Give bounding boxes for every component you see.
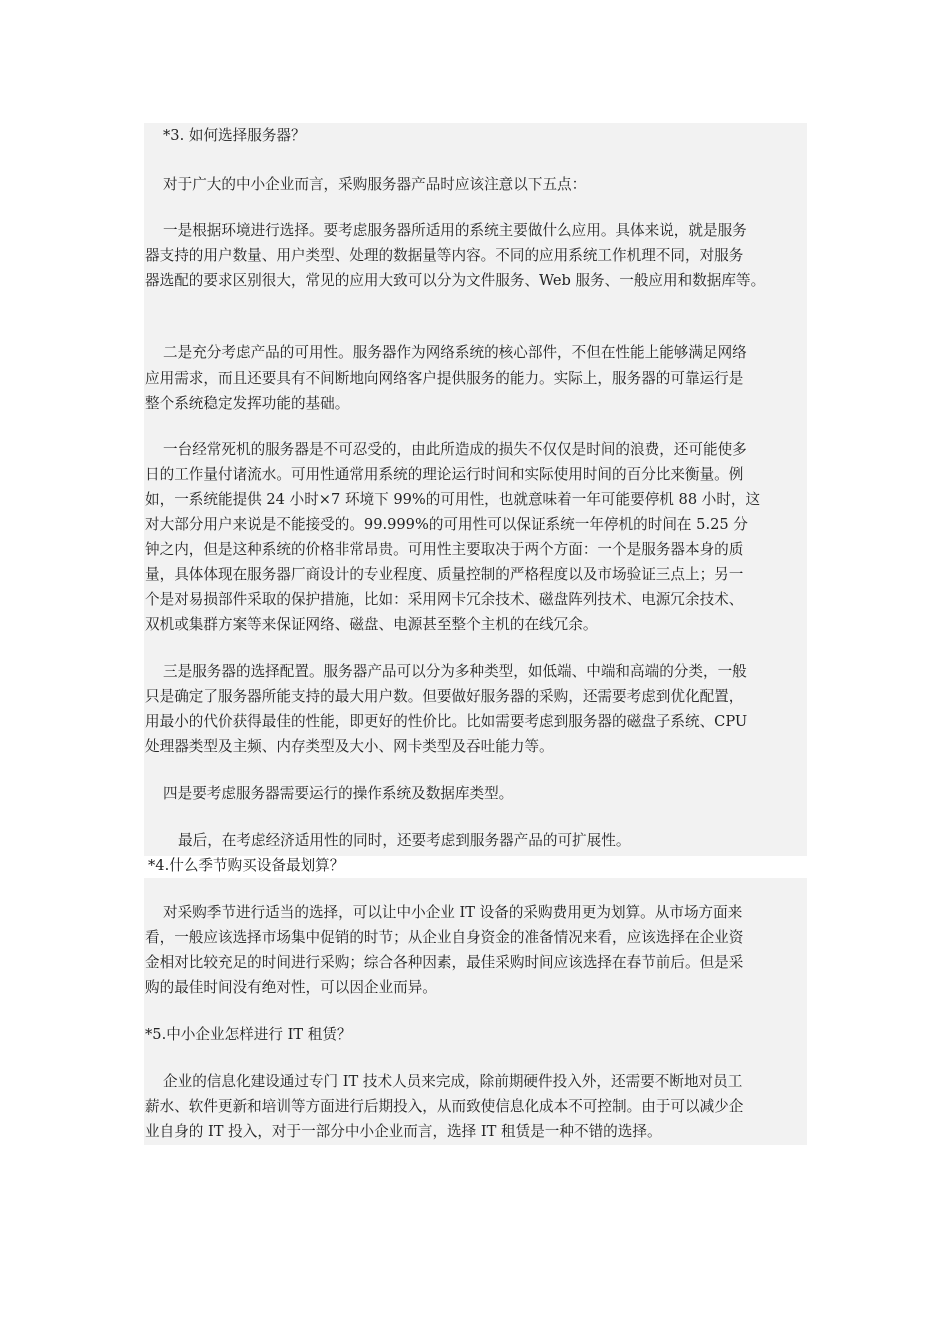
paragraph-line: 业自身的 IT 投入，对于一部分中小企业而言，选择 IT 租赁是一种不错的选择。 — [145, 1123, 662, 1140]
paragraph-line: 购的最佳时间没有绝对性，可以因企业而异。 — [145, 979, 437, 996]
paragraph-line: 三是服务器的选择配置。服务器产品可以分为多种类型，如低端、中端和高端的分类，一般 — [163, 663, 747, 680]
heading-q4: *4.什么季节购买设备最划算？ — [148, 857, 345, 874]
paragraph-line: 薪水、软件更新和培训等方面进行后期投入，从而致使信息化成本不可控制。由于可以减少企 — [145, 1098, 744, 1115]
paragraph-line: 二是充分考虑产品的可用性。服务器作为网络系统的核心部件，不但在性能上能够满足网络 — [163, 344, 747, 361]
paragraph-line: 处理器类型及主频、内存类型及大小、网卡类型及吞吐能力等。 — [145, 738, 554, 755]
paragraph-line: 如，一系统能提供 24 小时×7 环境下 99%的可用性，也就意味着一年可能要停机 88 小时，这 — [145, 491, 761, 508]
paragraph-line: 器支持的用户数量、用户类型、处理的数据量等内容。不同的应用系统工作机理不同，对服务 — [145, 247, 744, 264]
paragraph-line: 双机或集群方案等来保证网络、磁盘、电源甚至整个主机的在线冗余。 — [145, 616, 598, 633]
paragraph-line: 个是对易损部件采取的保护措施，比如：采用网卡冗余技术、磁盘阵列技术、电源冗余技术、 — [145, 591, 744, 608]
paragraph-line: 整个系统稳定发挥功能的基础。 — [145, 395, 350, 412]
paragraph-line: 应用需求，而且还要具有不间断地向网络客户提供服务的能力。实际上，服务器的可靠运行是 — [145, 370, 744, 387]
paragraph-line: 一是根据环境进行选择。要考虑服务器所适用的系统主要做什么应用。具体来说，就是服务 — [163, 222, 747, 239]
paragraph-line: 用最小的代价获得最佳的性能，即更好的性价比。比如需要考虑到服务器的磁盘子系统、CPU — [145, 713, 748, 730]
paragraph-line: 金相对比较充足的时间进行采购；综合各种因素，最佳采购时间应该选择在春节前后。但是采 — [145, 954, 744, 971]
paragraph-line: 企业的信息化建设通过专门 IT 技术人员来完成，除前期硬件投入外，还需要不断地对员工 — [163, 1073, 743, 1090]
paragraph-line: 四是要考虑服务器需要运行的操作系统及数据库类型。 — [163, 785, 514, 802]
paragraph-line: 量，具体体现在服务器厂商设计的专业程度、质量控制的严格程度以及市场验证三点上；另一 — [145, 566, 744, 583]
heading-q5: *5.中小企业怎样进行 IT 租赁？ — [145, 1026, 352, 1043]
paragraph-line: 日的工作量付诸流水。可用性通常用系统的理论运行时间和实际使用时间的百分比来衡量。例 — [145, 466, 744, 483]
paragraph-line: 对采购季节进行适当的选择，可以让中小企业 IT 设备的采购费用更为划算。从市场方面来 — [163, 904, 743, 921]
heading-q3: *3. 如何选择服务器？ — [163, 127, 306, 144]
paragraph-line: 最后，在考虑经济适用性的同时，还要考虑到服务器产品的可扩展性。 — [178, 832, 631, 849]
paragraph-line: 器选配的要求区别很大，常见的应用大致可以分为文件服务、Web 服务、一般应用和数据库等。 — [145, 272, 766, 289]
paragraph-line: 对于广大的中小企业而言，采购服务器产品时应该注意以下五点： — [163, 176, 587, 193]
paragraph-line: 看，一般应该选择市场集中促销的时节；从企业自身资金的准备情况来看，应该选择在企业资 — [145, 929, 744, 946]
paragraph-line: 对大部分用户来说是不能接受的。99.999%的可用性可以保证系统一年停机的时间在 5.25 分 — [145, 516, 748, 533]
paragraph-line: 一台经常死机的服务器是不可忍受的，由此所造成的损失不仅仅是时间的浪费，还可能使多 — [163, 441, 747, 458]
paragraph-line: 只是确定了服务器所能支持的最大用户数。但要做好服务器的采购，还需要考虑到优化配置， — [145, 688, 744, 705]
paragraph-line: 钟之内，但是这种系统的价格非常昂贵。可用性主要取决于两个方面：一个是服务器本身的质 — [145, 541, 744, 558]
